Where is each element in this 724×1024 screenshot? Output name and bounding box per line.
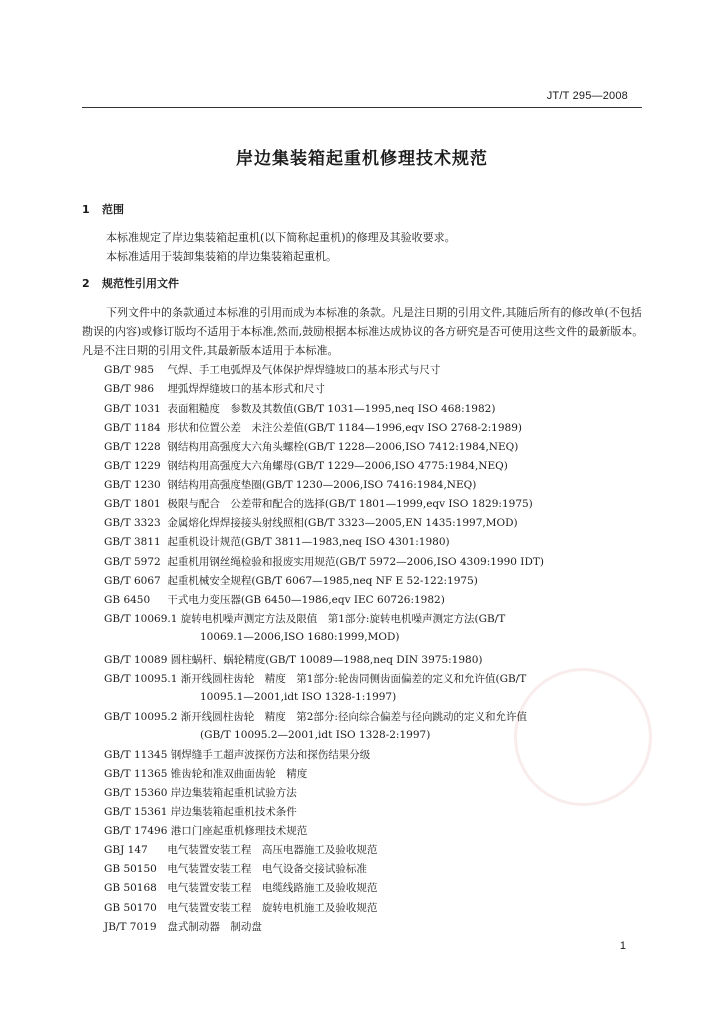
reference-title: 渐开线圆柱齿轮 精度 第1部分:轮齿同侧齿面偏差的定义和允许值(GB/T <box>180 673 527 685</box>
reference-item <box>104 670 644 706</box>
section-1-paragraph-2: 本标准适用于装卸集装箱的岸边集装箱起重机。 <box>106 250 337 263</box>
reference-item <box>104 708 644 744</box>
reference-code: GB/T 3323 <box>104 517 161 529</box>
reference-title: 起重机用钢丝绳检验和报废实用规范(GB/T 5972—2006,ISO 4309:1990 IDT) <box>167 556 544 568</box>
reference-item <box>104 879 644 897</box>
reference-item <box>104 400 644 418</box>
reference-code: GB/T 986 <box>104 383 155 395</box>
reference-title: 渐开线圆柱齿轮 精度 第2部分:径向综合偏差与径向跳动的定义和允许值 <box>180 711 527 723</box>
reference-title: 钢结构用高强度大六角头螺栓(GB/T 1228—2006,ISO 7412:1984,NEQ) <box>167 441 519 453</box>
reference-item <box>104 438 644 456</box>
reference-title: 气焊、手工电弧焊及气体保护焊焊缝坡口的基本形式与尺寸 <box>167 364 441 376</box>
reference-code: GB/T 10069.1 <box>104 613 178 625</box>
reference-code: GB/T 17496 <box>104 825 168 837</box>
reference-item <box>104 746 644 764</box>
reference-title: 钢结构用高强度大六角螺母(GB/T 1229—2006,ISO 4775:1984,NEQ) <box>167 460 508 472</box>
reference-item <box>104 860 644 878</box>
reference-item <box>104 361 644 379</box>
reference-title: 钢焊缝手工超声波探伤方法和探伤结果分级 <box>170 749 371 761</box>
reference-title: 金属熔化焊焊接接头射线照相(GB/T 3323—2005,EN 1435:1997,MOD) <box>167 517 518 529</box>
reference-code: JB/T 7019 <box>104 921 157 933</box>
reference-title: 圆柱蜗杆、蜗轮精度(GB/T 10089—1988,neq DIN 3975:1980) <box>170 654 483 666</box>
reference-item <box>104 784 644 802</box>
reference-code: GB/T 10095.2 <box>104 711 178 723</box>
reference-item <box>104 899 644 917</box>
reference-item <box>104 610 644 646</box>
reference-title: 埋弧焊焊缝坡口的基本形式和尺寸 <box>167 383 325 395</box>
reference-code: GB/T 15360 <box>104 787 168 799</box>
reference-code: GB/T 5972 <box>104 556 161 568</box>
reference-item <box>104 533 644 551</box>
reference-title: 极限与配合 公差带和配合的选择(GB/T 1801—1999,eqv ISO 1829:1975) <box>167 498 533 510</box>
section-2-heading <box>82 275 179 291</box>
reference-code: GB 50170 <box>104 902 157 914</box>
reference-item <box>104 918 644 936</box>
reference-code: GB/T 1184 <box>104 422 161 434</box>
reference-title-continued: (GB/T 10095.2—2001,idt ISO 1328-2:1997) <box>200 729 431 741</box>
reference-title: 岸边集装箱起重机试验方法 <box>170 787 297 799</box>
reference-code: GB 6450 <box>104 594 151 606</box>
reference-code: GB/T 6067 <box>104 575 161 587</box>
reference-title-continued: 10095.1—2001,idt ISO 1328-1:1997) <box>200 691 397 703</box>
document-title: 岸边集装箱起重机修理技术规范 <box>236 149 488 169</box>
reference-item <box>104 553 644 571</box>
reference-code: GB 50168 <box>104 882 157 894</box>
section-1-paragraph-1: 本标准规定了岸边集装箱起重机(以下简称起重机)的修理及其验收要求。 <box>106 231 456 244</box>
reference-title: 起重机设计规范(GB/T 3811—1983,neq ISO 4301:1980) <box>167 536 450 548</box>
reference-code: GB/T 10089 <box>104 654 168 666</box>
section-2-intro: 下列文件中的条款通过本标准的引用而成为本标准的条款。凡是注日期的引用文件,其随后所有的修改单(不包括勘误的内容)或修订版均不适用于本标准,然而,鼓励根据本标准达成协议的各方研究是否可使用这些文件的最新版本。凡是不注日期的引用文件,其最新版本适用于本标准。 <box>82 306 644 357</box>
reference-item <box>104 841 644 859</box>
reference-code: GB/T 10095.1 <box>104 673 178 685</box>
reference-title: 表面粗糙度 参数及其数值(GB/T 1031—1995,neq ISO 468:1982) <box>167 403 496 415</box>
section-title: 规范性引用文件 <box>102 277 179 290</box>
reference-title: 锥齿轮和准双曲面齿轮 精度 <box>170 768 308 780</box>
reference-code: GB/T 15361 <box>104 806 168 818</box>
section-title: 范围 <box>102 203 124 216</box>
reference-title-continued: 10069.1—2006,ISO 1680:1999,MOD) <box>200 631 400 643</box>
reference-code: GB/T 1031 <box>104 403 161 415</box>
reference-item <box>104 495 644 513</box>
reference-code: GB 50150 <box>104 863 157 875</box>
page-number: 1 <box>619 940 626 952</box>
section-number: 1 <box>82 203 90 216</box>
reference-title: 干式电力变压器(GB 6450—1986,eqv IEC 60726:1982) <box>167 594 445 606</box>
reference-item <box>104 572 644 590</box>
section-1-heading <box>82 201 124 217</box>
reference-item <box>104 380 644 398</box>
reference-item <box>104 514 644 532</box>
reference-title: 电气装置安装工程 电气设备交接试验标准 <box>167 863 367 875</box>
reference-title: 电气装置安装工程 高压电器施工及验收规范 <box>167 844 378 856</box>
reference-code: GB/T 1229 <box>104 460 161 472</box>
reference-item <box>104 419 644 437</box>
reference-item <box>104 476 644 494</box>
reference-code: GB/T 11345 <box>104 749 168 761</box>
reference-title: 旋转电机噪声测定方法及限值 第1部分:旋转电机噪声测定方法(GB/T <box>180 613 506 625</box>
reference-code: GB/T 1228 <box>104 441 161 453</box>
reference-title: 钢结构用高强度垫圈(GB/T 1230—2006,ISO 7416:1984,NEQ) <box>167 479 477 491</box>
reference-title: 形状和位置公差 未注公差值(GB/T 1184—1996,eqv ISO 2768-2:1989) <box>167 422 523 434</box>
reference-code: GB/T 1230 <box>104 479 161 491</box>
reference-code: GB/T 1801 <box>104 498 161 510</box>
reference-title: 起重机械安全规程(GB/T 6067—1985,neq NF E 52-122:1975) <box>167 575 478 587</box>
reference-title: 岸边集装箱起重机技术条件 <box>170 806 297 818</box>
reference-item <box>104 803 644 821</box>
reference-title: 电气装置安装工程 旋转电机施工及验收规范 <box>167 902 378 914</box>
standard-number: JT/T 295—2008 <box>546 90 628 102</box>
reference-item <box>104 822 644 840</box>
reference-item <box>104 651 644 669</box>
reference-code: GB/T 3811 <box>104 536 161 548</box>
reference-item <box>104 457 644 475</box>
reference-item <box>104 591 644 609</box>
reference-title: 电气装置安装工程 电缆线路施工及验收规范 <box>167 882 378 894</box>
reference-code: GB/T 985 <box>104 364 155 376</box>
reference-title: 港口门座起重机修理技术规范 <box>170 825 308 837</box>
reference-code: GB/T 11365 <box>104 768 168 780</box>
reference-item <box>104 765 644 783</box>
header-divider <box>82 107 642 108</box>
reference-title: 盘式制动器 制动盘 <box>167 921 262 933</box>
section-number: 2 <box>82 277 90 290</box>
reference-code: GBJ 147 <box>104 844 148 856</box>
